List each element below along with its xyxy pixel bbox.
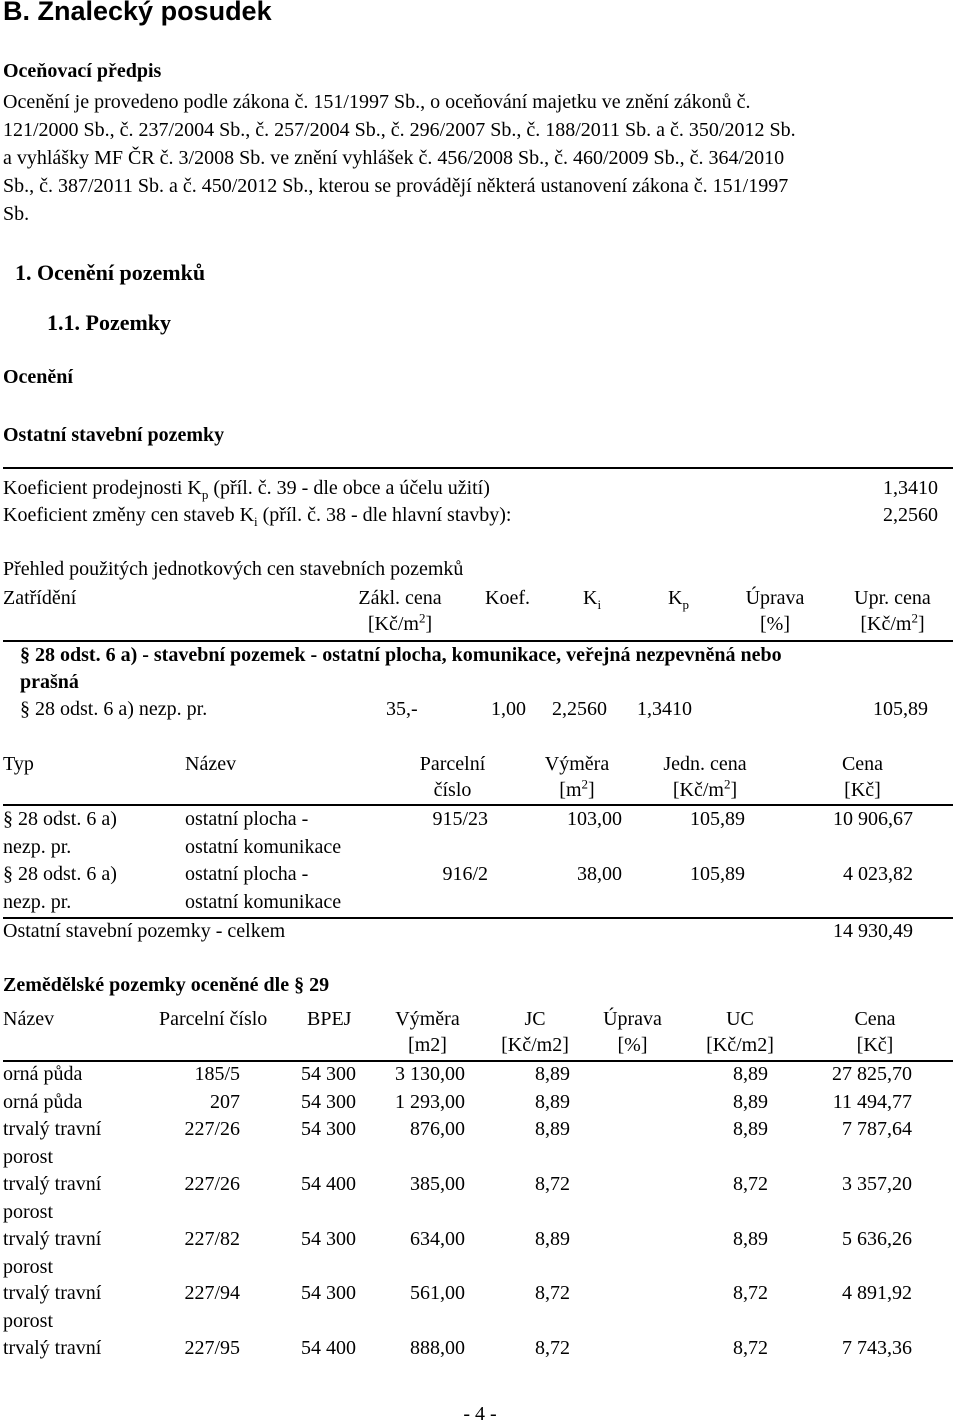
agri-row-uc: 8,89 xyxy=(733,1228,768,1250)
agri-row-cena: 7 787,64 xyxy=(842,1118,912,1140)
col-zatrideni: Zatřídění xyxy=(3,587,77,609)
heading-ostatni-stavebni-pozemky: Ostatní stavební pozemky xyxy=(3,424,225,446)
agri-row-uc: 8,72 xyxy=(733,1337,768,1359)
agri-row-parcel: 185/5 xyxy=(194,1063,240,1085)
agri-col-jc-unit: [Kč/m2] xyxy=(501,1034,569,1056)
col-nazev: Název xyxy=(185,753,237,775)
agri-row-cena: 27 825,70 xyxy=(832,1063,912,1085)
agri-col-uprava-unit: [%] xyxy=(617,1034,648,1056)
agri-row-jc: 8,72 xyxy=(535,1282,570,1304)
agri-col-nazev: Název xyxy=(3,1008,55,1030)
parcel-row-jedn: 105,89 xyxy=(690,863,745,885)
intro-line: Sb., č. 387/2011 Sb. a č. 450/2012 Sb., kterou se provádějí některá ustanovení zákona č. 151/1997 xyxy=(3,175,789,197)
intro-line: Ocenění je provedeno podle zákona č. 151/1997 Sb., o oceňování majetku ve znění zákonů č. xyxy=(3,91,751,113)
col-cena-unit: [Kč] xyxy=(844,779,881,801)
parcel-row-nazev: ostatní komunikace xyxy=(185,836,342,858)
agri-row-cena: 7 743,36 xyxy=(842,1337,912,1359)
agri-col-cena: Cena xyxy=(854,1008,896,1030)
agri-row-nazev: orná půda xyxy=(3,1091,83,1113)
unit-prices-group-line: § 28 odst. 6 a) - stavební pozemek - ostatní plocha, komunikace, veřejná nezpevněná nebo xyxy=(20,644,782,666)
coef-ki-label: Koeficient změny cen staveb $K_i$ (příl. č. 38 - dle hlavní stavby): xyxy=(3,504,512,529)
col-jedn-cena: Jedn. cena xyxy=(663,753,747,775)
col-parcelni-2: číslo xyxy=(433,779,472,801)
agri-row-vymera: 876,00 xyxy=(410,1118,465,1140)
agri-row-bpej: 54 400 xyxy=(301,1173,356,1195)
unit-price-kp: 1,3410 xyxy=(637,698,692,720)
agri-row-uc: 8,89 xyxy=(733,1063,768,1085)
parcels-total-value: 14 930,49 xyxy=(833,920,913,942)
parcels-total-label: Ostatní stavební pozemky - celkem xyxy=(3,920,286,942)
agri-row-jc: 8,89 xyxy=(535,1063,570,1085)
agri-row-parcel: 227/95 xyxy=(184,1337,240,1359)
agri-row-parcel: 227/26 xyxy=(184,1173,240,1195)
agri-row-bpej: 54 300 xyxy=(301,1282,356,1304)
agri-row-vymera: 888,00 xyxy=(410,1337,465,1359)
agri-row-vymera: 385,00 xyxy=(410,1173,465,1195)
parcel-row-typ: nezp. pr. xyxy=(3,891,72,913)
agri-col-parcelni: Parcelní číslo xyxy=(159,1008,268,1030)
agri-col-bpej: BPEJ xyxy=(307,1008,352,1030)
agri-col-uc-unit: [Kč/m2] xyxy=(706,1034,774,1056)
agri-row-uc: 8,89 xyxy=(733,1118,768,1140)
label-oceneni: Ocenění xyxy=(3,366,73,388)
parcel-row-cena: 4 023,82 xyxy=(843,863,913,885)
col-vymera-unit: $[m^2]$ xyxy=(559,776,595,801)
col-cena: Cena xyxy=(841,753,884,775)
parcel-row-typ: nezp. pr. xyxy=(3,836,72,858)
agri-row-bpej: 54 300 xyxy=(301,1091,356,1113)
page-number: - 4 - xyxy=(463,1403,497,1425)
intro-line: 121/2000 Sb., č. 237/2004 Sb., č. 257/2004 Sb., č. 296/2007 Sb., č. 188/2011 Sb. a č. 350/2012 Sb. xyxy=(3,119,796,141)
agri-row-nazev: porost xyxy=(3,1201,53,1223)
unit-price-ki: 2,2560 xyxy=(552,698,607,720)
agri-row-nazev: trvalý travní xyxy=(3,1118,102,1140)
agri-row-cena: 5 636,26 xyxy=(842,1228,912,1250)
agri-row-vymera: 634,00 xyxy=(410,1228,465,1250)
agri-col-jc: JC xyxy=(524,1008,546,1030)
col-uprava: Úprava xyxy=(745,587,805,609)
col-upr-cena-unit: $[Kč/m^2]$ xyxy=(860,610,925,635)
rule xyxy=(3,804,953,806)
unit-price-zatrideni: § 28 odst. 6 a) nezp. pr. xyxy=(20,698,208,720)
agri-row-jc: 8,89 xyxy=(535,1091,570,1113)
unit-price-zakl: 35,- xyxy=(386,698,418,720)
unit-prices-group-line: prašná xyxy=(20,671,79,693)
parcel-row-parcel: 915/23 xyxy=(432,808,488,830)
agri-row-cena: 4 891,92 xyxy=(842,1282,912,1304)
section-heading-ocenovaci-predpis: Oceňovací předpis xyxy=(3,60,162,82)
agri-row-nazev: trvalý travní xyxy=(3,1228,102,1250)
agri-row-nazev: porost xyxy=(3,1146,53,1168)
agri-row-bpej: 54 300 xyxy=(301,1228,356,1250)
col-upr-cena: Upr. cena xyxy=(854,587,931,609)
col-zakl-cena-unit: $[Kč/m^2]$ xyxy=(367,610,433,635)
col-jedn-cena-unit: $[Kč/m^2]$ xyxy=(672,776,738,801)
parcel-row-nazev: ostatní plocha - xyxy=(185,808,309,830)
rule xyxy=(3,917,953,919)
parcel-row-parcel: 916/2 xyxy=(442,863,488,885)
col-vymera: Výměra xyxy=(544,753,610,775)
col-parcelni: Parcelní xyxy=(419,753,486,775)
agri-row-nazev: orná půda xyxy=(3,1063,83,1085)
coef-ki-value: 2,2560 xyxy=(883,504,938,526)
agri-row-nazev: trvalý travní xyxy=(3,1337,102,1359)
parcel-row-jedn: 105,89 xyxy=(690,808,745,830)
agri-row-parcel: 207 xyxy=(210,1091,240,1113)
parcel-row-nazev: ostatní komunikace xyxy=(185,891,342,913)
agri-row-uc: 8,72 xyxy=(733,1173,768,1195)
agri-col-uprava: Úprava xyxy=(603,1008,662,1030)
col-kp: $K_p$ xyxy=(668,587,689,612)
agri-row-parcel: 227/26 xyxy=(184,1118,240,1140)
unit-price-upr: 105,89 xyxy=(873,698,928,720)
agri-col-uc: UC xyxy=(726,1008,754,1030)
col-typ: Typ xyxy=(3,753,34,775)
agri-row-vymera: 561,00 xyxy=(410,1282,465,1304)
unit-prices-heading: Přehled použitých jednotkových cen stavebních pozemků xyxy=(3,558,464,580)
coef-kp-value: 1,3410 xyxy=(883,477,938,499)
agri-row-jc: 8,72 xyxy=(535,1337,570,1359)
unit-price-koef: 1,00 xyxy=(491,698,526,720)
agri-col-vymera: Výměra xyxy=(395,1008,460,1030)
agri-row-uc: 8,89 xyxy=(733,1091,768,1113)
parcel-row-vymera: 38,00 xyxy=(577,863,622,885)
col-zakl-cena: Zákl. cena xyxy=(358,587,442,609)
agri-heading: Zemědělské pozemky oceněné dle § 29 xyxy=(3,974,330,996)
rule xyxy=(3,1060,953,1062)
agri-row-nazev: porost xyxy=(3,1256,53,1278)
agri-row-parcel: 227/94 xyxy=(184,1282,240,1304)
col-ki: $K_i$ xyxy=(583,587,602,612)
col-koef: Koef. xyxy=(485,587,530,609)
agri-col-vymera-unit: [m2] xyxy=(408,1034,447,1056)
rule xyxy=(3,640,953,642)
section-heading-oceneni-pozemku: 1. Ocenění pozemků xyxy=(15,260,206,285)
parcel-row-typ: § 28 odst. 6 a) xyxy=(3,863,117,885)
col-uprava-unit: [%] xyxy=(760,613,790,635)
agri-col-cena-unit: [Kč] xyxy=(856,1034,894,1056)
agri-row-parcel: 227/82 xyxy=(184,1228,240,1250)
agri-row-jc: 8,72 xyxy=(535,1173,570,1195)
subsection-heading-pozemky: 1.1. Pozemky xyxy=(47,310,172,335)
agri-row-nazev: trvalý travní xyxy=(3,1282,102,1304)
document-title: B. Znalecký posudek xyxy=(3,0,272,26)
agri-row-uc: 8,72 xyxy=(733,1282,768,1304)
agri-row-bpej: 54 300 xyxy=(301,1118,356,1140)
agri-row-nazev: porost xyxy=(3,1310,53,1332)
coef-kp-label: Koeficient prodejnosti $K_p$ (příl. č. 39 - dle obce a účelu užití) xyxy=(3,477,490,502)
agri-row-cena: 11 494,77 xyxy=(832,1091,912,1113)
rule xyxy=(3,467,953,469)
parcel-row-cena: 10 906,67 xyxy=(833,808,913,830)
parcel-row-typ: § 28 odst. 6 a) xyxy=(3,808,117,830)
agri-row-cena: 3 357,20 xyxy=(842,1173,912,1195)
parcel-row-nazev: ostatní plocha - xyxy=(185,863,309,885)
parcel-row-vymera: 103,00 xyxy=(567,808,622,830)
agri-row-vymera: 3 130,00 xyxy=(395,1063,465,1085)
agri-row-nazev: trvalý travní xyxy=(3,1173,102,1195)
agri-row-jc: 8,89 xyxy=(535,1118,570,1140)
agri-row-bpej: 54 400 xyxy=(301,1337,356,1359)
intro-line: a vyhlášky MF ČR č. 3/2008 Sb. ve znění vyhlášek č. 456/2008 Sb., č. 460/2009 Sb., č. 364/2010 xyxy=(3,147,785,169)
agri-row-jc: 8,89 xyxy=(535,1228,570,1250)
agri-row-bpej: 54 300 xyxy=(301,1063,356,1085)
agri-row-vymera: 1 293,00 xyxy=(395,1091,465,1113)
intro-line: Sb. xyxy=(3,203,30,225)
